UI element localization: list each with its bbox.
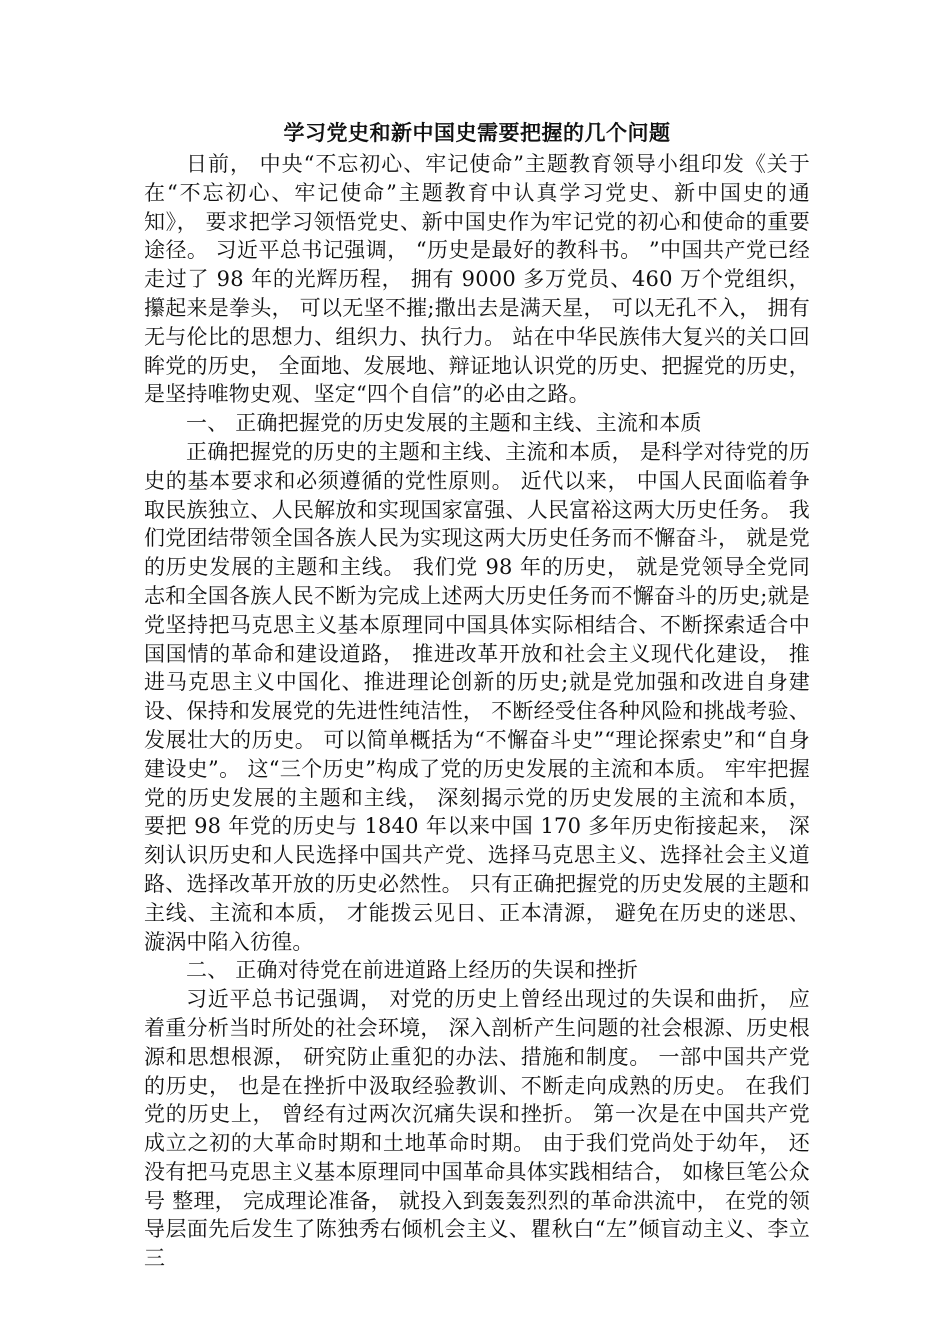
section-1-paragraph: 正确把握党的历史的主题和主线、主流和本质， 是科学对待党的历史的基本要求和必须遵循的党性原则。 近代以来， 中国人民面临着争取民族独立、人民解放和实现国家富强、人民富裕这两大历史任务。 我们党团结带领全国各族人民为实现这两大历史任务而不懈奋斗， 就是党的历史发展的主题和主线。 我们党 98 年的历史， 就是党领导全党同志和全国各族人民不断为完成上述两大历史任务而不懈奋斗的历史;就是党坚持把马克思主义基本原理同中国具体实际相结合、不断探索适合中国国情的革命和建设道路， 推进改革开放和社会主义现代化建设， 推进马克思主义中国化、推进理论创新的历史;就是党加强和改进自身建设、保持和发展党的先进性纯洁性， 不断经受住各种风险和挑战考验、发展壮大的历史。 可以简单概括为“不懈奋斗史”“理论探索史”和“自身建设史”。 这“三个历史”构成了党的历史发展的主流和本质。 牢牢把握党的历史发展的主题和主线， 深刻揭示党的历史发展的主流和本质， 要把 98 年党的历史与 1840 年以来中国 170 多年历史衔接起来， 深刻认识历史和人民选择中国共产党、选择马克思主义、选择社会主义道路、选择改革开放的历史必然性。 只有正确把握党的历史发展的主题和主线、主流和本质， 才能拨云见日、正本清源， 避免在历史的迷思、漩涡中陷入彷徨。 xyxy=(144,439,810,954)
document-page xyxy=(144,118,810,1273)
section-1-heading: 一、 正确把握党的历史发展的主题和主线、主流和本质 xyxy=(186,411,702,436)
section-2-paragraph: 习近平总书记强调， 对党的历史上曾经出现过的失误和曲折， 应着重分析当时所处的社会环境， 深入剖析产生问题的社会根源、历史根源和思想根源， 研究防止重犯的办法、措施和制度。 一部中国共产党的历史， 也是在挫折中汲取经验教训、不断走向成熟的历史。 在我们党的历史上， 曾经有过两次沉痛失误和挫折。 第一次是在中国共产党成立之初的大革命时期和土地革命时期。 由于我们党尚处于幼年， 还没有把马克思主义基本原理同中国革命具体实践相结合， 如椽巨笔公众号 整理， 完成理论准备， 就投入到轰轰烈烈的革命洪流中， 在党的领导层面先后发生了陈独秀右倾机会主义、瞿秋白“左”倾盲动主义、李立三 xyxy=(144,987,810,1271)
intro-paragraph: 日前， 中央“不忘初心、牢记使命”主题教育领导小组印发《关于在“不忘初心、牢记使命”主题教育中认真学习党史、新中国史的通知》， 要求把学习领悟党史、新中国史作为牢记党的初心和使命的重要途径。 习近平总书记强调， “历史是最好的教科书。 ”中国共产党已经走过了 98 年的光辉历程， 拥有 9000 多万党员、460 万个党组织， 攥起来是拳头， 可以无坚不摧;撒出去是满天星， 可以无孔不入， 拥有无与伦比的思想力、组织力、执行力。 站在中华民族伟大复兴的关口回眸党的历史， 全面地、发展地、辩证地认识党的历史、把握党的历史， 是坚持唯物史观、坚定“四个自信”的必由之路。 xyxy=(144,152,810,407)
document-title: 学习党史和新中国史需要把握的几个问题 xyxy=(283,121,671,145)
section-2-heading: 二、 正确对待党在前进道路上经历的失误和挫折 xyxy=(186,958,639,983)
